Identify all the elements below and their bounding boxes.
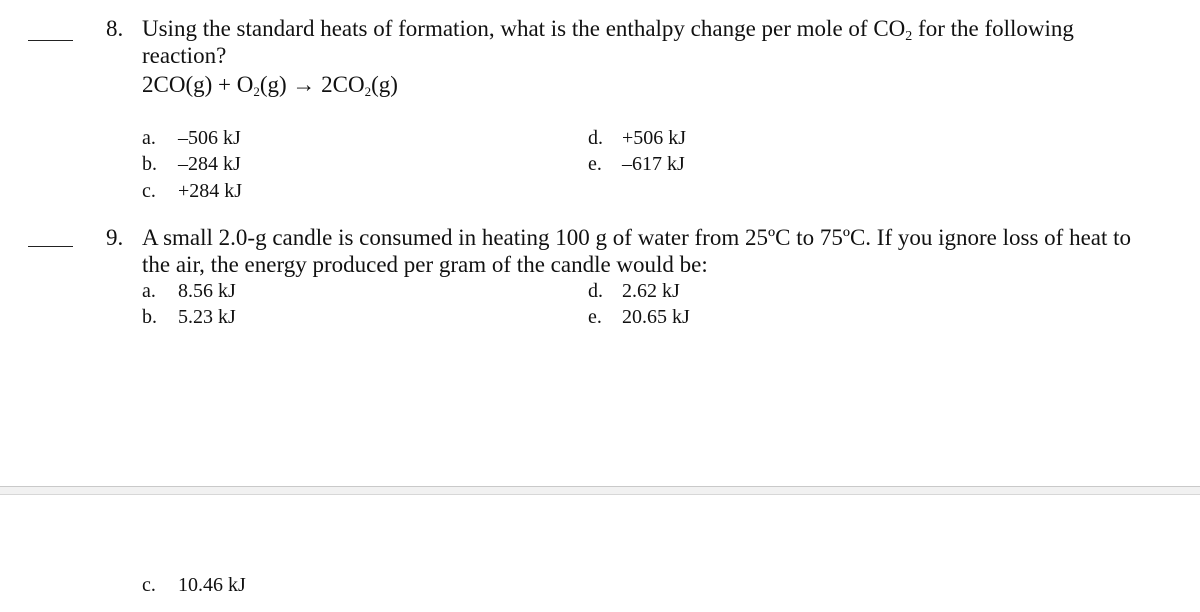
question-8-text-line-2: reaction? [142, 43, 227, 68]
question-8-text-part-1: Using the standard heats of formation, what is the enthalpy change per mole of CO [142, 16, 906, 41]
answer-blank-q8[interactable] [28, 40, 73, 41]
reaction-equation [142, 71, 398, 105]
equation-part-3: (g) [371, 72, 398, 97]
option-text: 20.65 kJ [622, 306, 690, 328]
option-text: 8.56 kJ [178, 280, 236, 302]
question-9-number: 9. [106, 225, 124, 250]
option-letter: b. [142, 153, 157, 175]
option-text: 5.23 kJ [178, 306, 236, 328]
option-letter: c. [142, 574, 156, 596]
equation-part-1: 2CO(g) + O [142, 72, 254, 97]
answer-blank-q9[interactable] [28, 246, 73, 247]
option-letter: a. [142, 127, 156, 149]
option-text: +506 kJ [622, 127, 687, 149]
question-9-text-line-2: the air, the energy produced per gram of the candle would be: [142, 252, 708, 277]
option-text: –617 kJ [622, 153, 685, 175]
option-letter: d. [588, 127, 603, 149]
question-9-text-line-1: A small 2.0-g candle is consumed in heating 100 g of water from 25ºC to 75ºC. If you ignore loss of heat to [142, 225, 1132, 250]
page-break-divider [0, 486, 1200, 495]
option-text: +284 kJ [178, 180, 243, 202]
option-letter: e. [588, 153, 602, 175]
question-8-number: 8. [106, 16, 124, 41]
option-letter: b. [142, 306, 157, 328]
question-8-text-line-1 [142, 15, 1074, 50]
option-text: 10.46 kJ [178, 574, 246, 596]
option-letter: e. [588, 306, 602, 328]
option-letter: a. [142, 280, 156, 302]
subscript: 2 [253, 84, 260, 99]
option-letter: d. [588, 280, 603, 302]
option-text: –506 kJ [178, 127, 241, 149]
option-text: 2.62 kJ [622, 280, 680, 302]
option-text: –284 kJ [178, 153, 241, 175]
equation-part-2: (g) → 2CO [259, 72, 365, 97]
subscript: 2 [364, 84, 372, 99]
subscript: 2 [905, 29, 913, 44]
option-letter: c. [142, 180, 156, 202]
question-8-text-part-2: for the following [912, 16, 1074, 41]
